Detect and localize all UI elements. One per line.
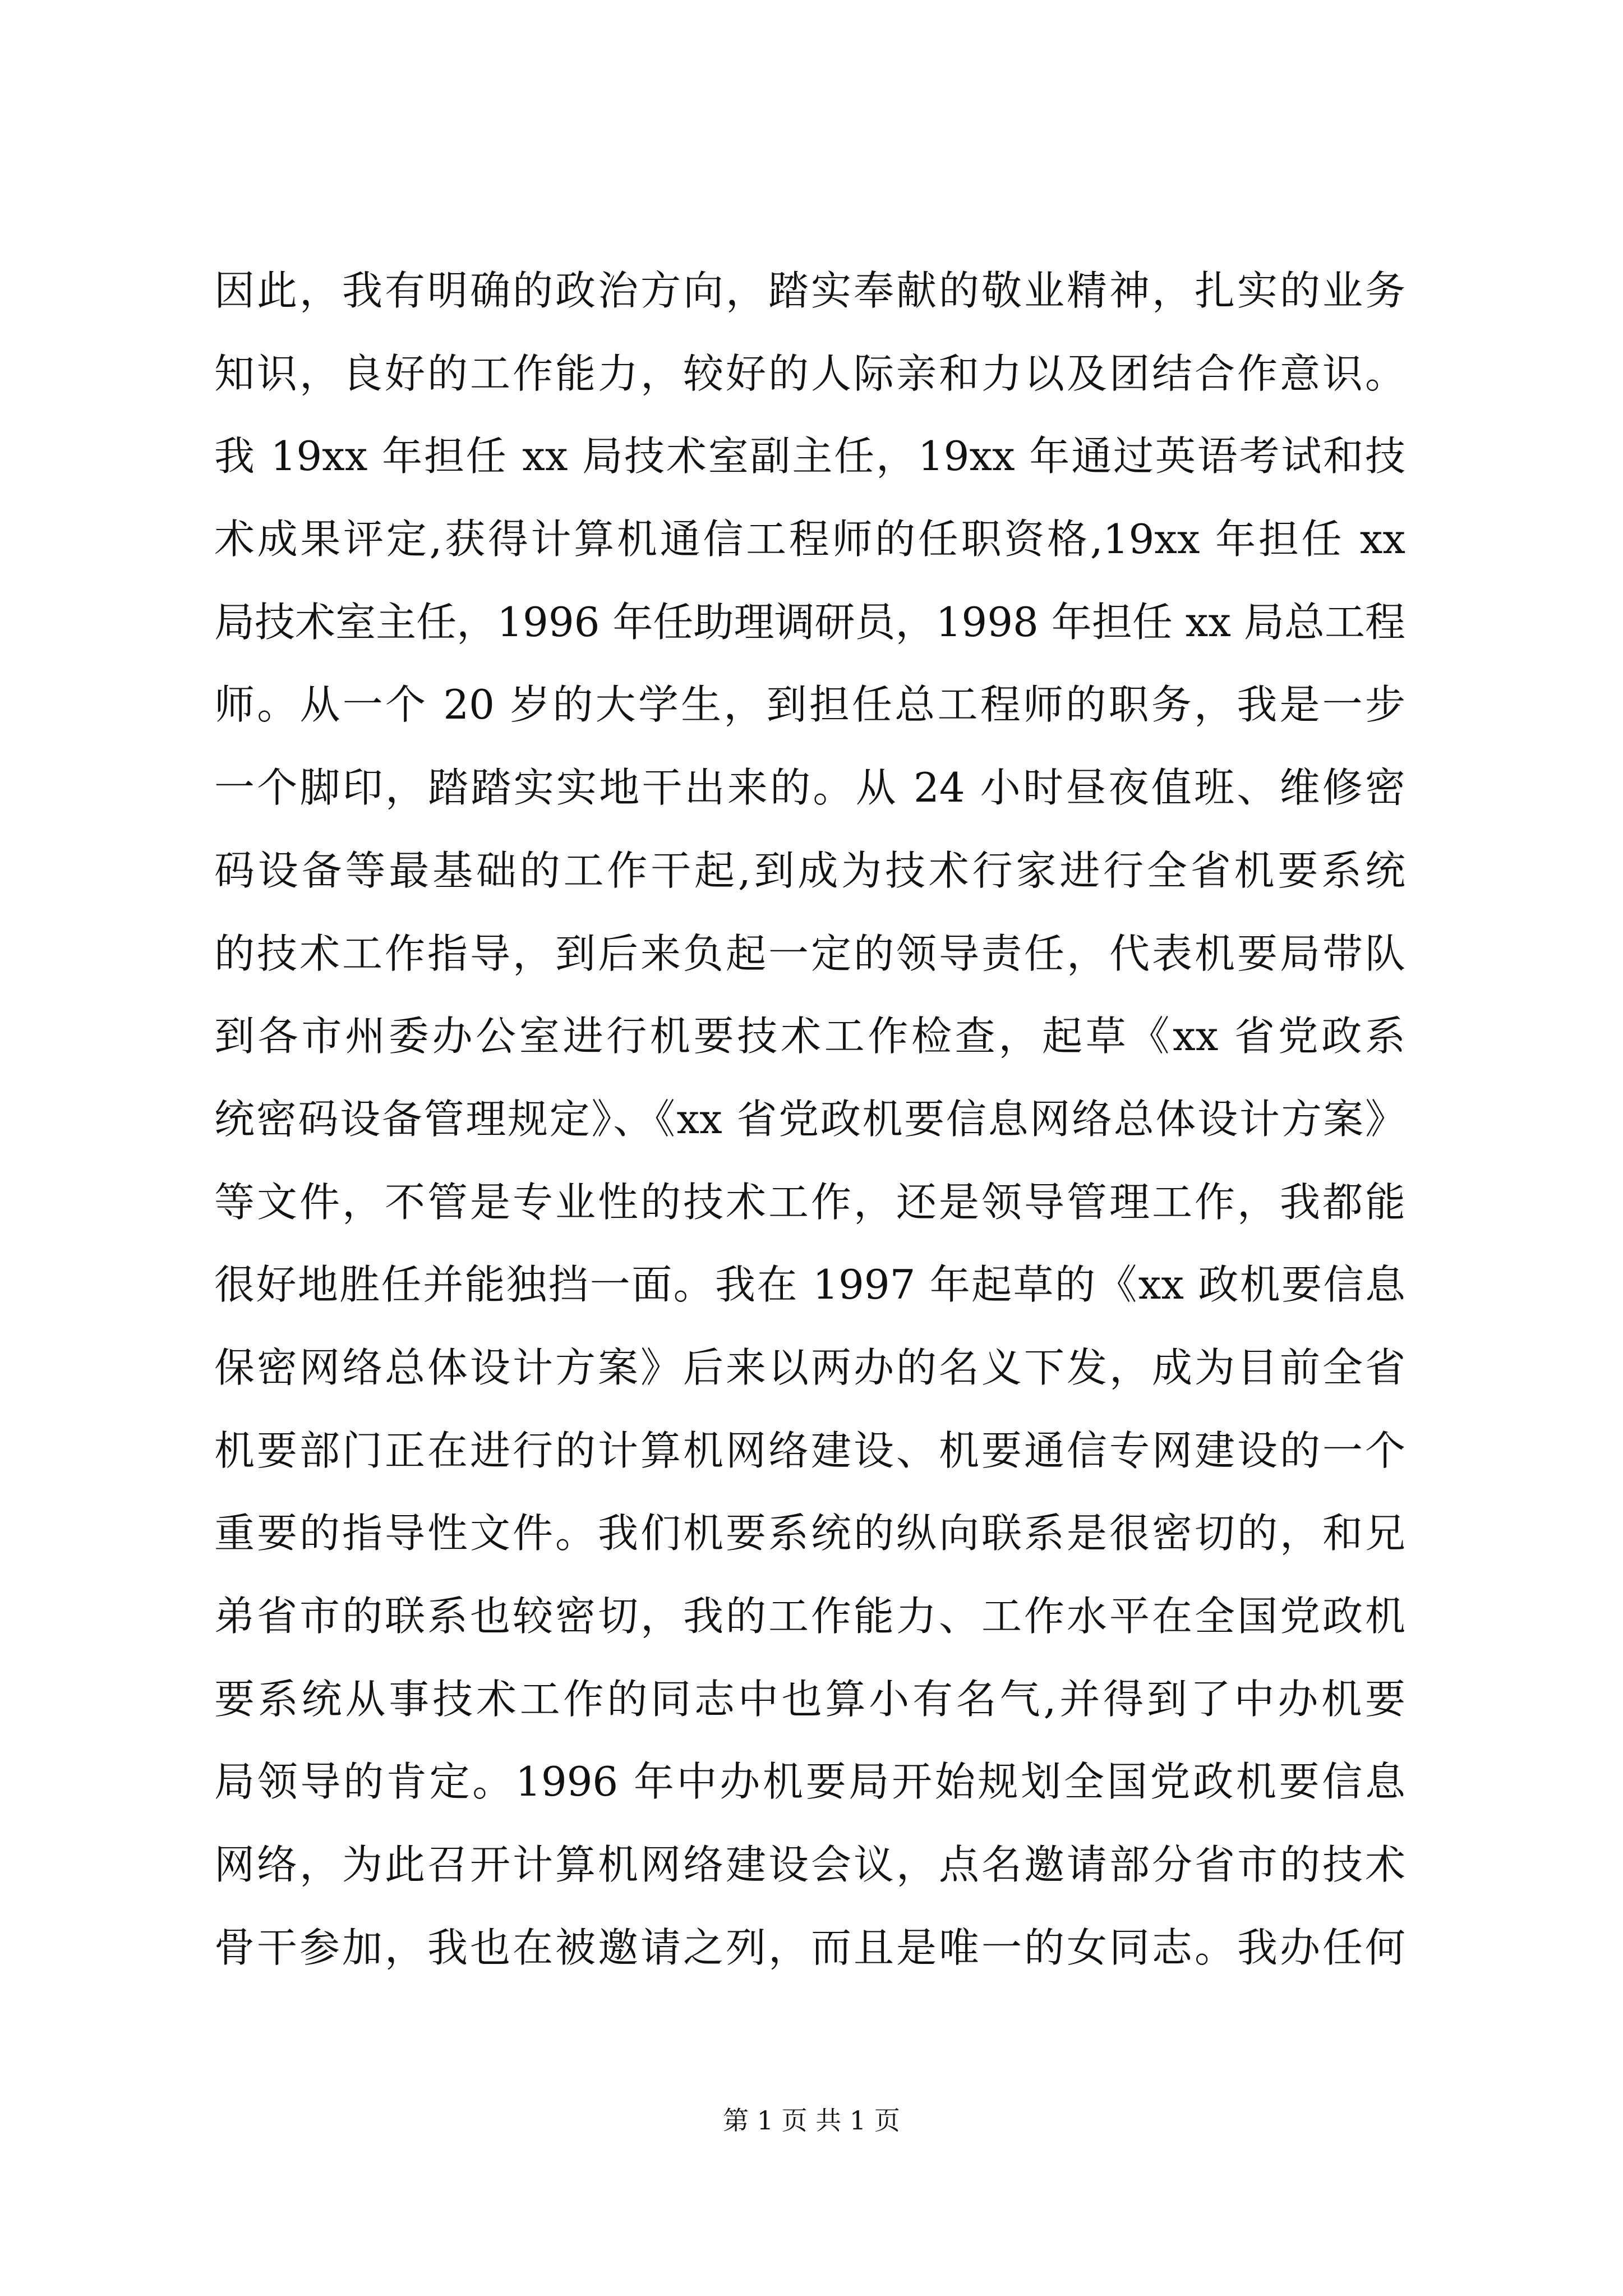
document-body: [214, 250, 1405, 1989]
body-line: 我 19xx 年担任 xx 局技术室副主任，19xx 年通过英语考试和技: [214, 432, 1405, 480]
body-line: 码设备等最基础的工作干起,到成为技术行家进行全省机要系统: [214, 846, 1405, 894]
page-number: 第 1 页 共 1 页: [723, 2105, 900, 2136]
body-line: 局技术室主任，1996 年任助理调研员，1998 年担任 xx 局总工程: [214, 598, 1405, 646]
body-line: 的技术工作指导，到后来负起一定的领导责任，代表机要局带队: [214, 930, 1405, 977]
body-line: 骨干参加，我也在被邀请之列，而且是唯一的女同志。我办任何: [214, 1924, 1405, 1971]
body-line: 要系统从事技术工作的同志中也算小有名气,并得到了中办机要: [214, 1675, 1405, 1723]
body-line: 弟省市的联系也较密切，我的工作能力、工作水平在全国党政机: [214, 1593, 1405, 1640]
body-line: 网络，为此召开计算机网络建设会议，点名邀请部分省市的技术: [214, 1841, 1405, 1889]
body-line: 等文件，不管是专业性的技术工作，还是领导管理工作，我都能: [214, 1178, 1405, 1226]
body-line: 术成果评定,获得计算机通信工程师的任职资格,19xx 年担任 xx: [214, 516, 1405, 563]
body-line: 局领导的肯定。1996 年中办机要局开始规划全国党政机要信息: [214, 1758, 1405, 1806]
body-line: 机要部门正在进行的计算机网络建设、机要通信专网建设的一个: [214, 1427, 1405, 1474]
body-line: 到各市州委办公室进行机要技术工作检查，起草《xx 省党政系: [214, 1013, 1405, 1060]
body-line: 因此，我有明确的政治方向，踏实奉献的敬业精神，扎实的业务: [214, 267, 1405, 314]
body-line: 一个脚印，踏踏实实地干出来的。从 24 小时昼夜值班、维修密: [214, 764, 1405, 812]
body-line: 知识，良好的工作能力，较好的人际亲和力以及团结合作意识。: [214, 349, 1405, 397]
body-line: 统密码设备管理规定》、《xx 省党政机要信息网络总体设计方案》: [214, 1095, 1405, 1143]
body-line: 重要的指导性文件。我们机要系统的纵向联系是很密切的，和兄: [214, 1510, 1405, 1557]
body-line: 很好地胜任并能独挡一面。我在 1997 年起草的《xx 政机要信息: [214, 1261, 1405, 1309]
body-line: 保密网络总体设计方案》后来以两办的名义下发，成为目前全省: [214, 1343, 1405, 1391]
body-line: 师。从一个 20 岁的大学生，到担任总工程师的职务，我是一步: [214, 681, 1405, 729]
